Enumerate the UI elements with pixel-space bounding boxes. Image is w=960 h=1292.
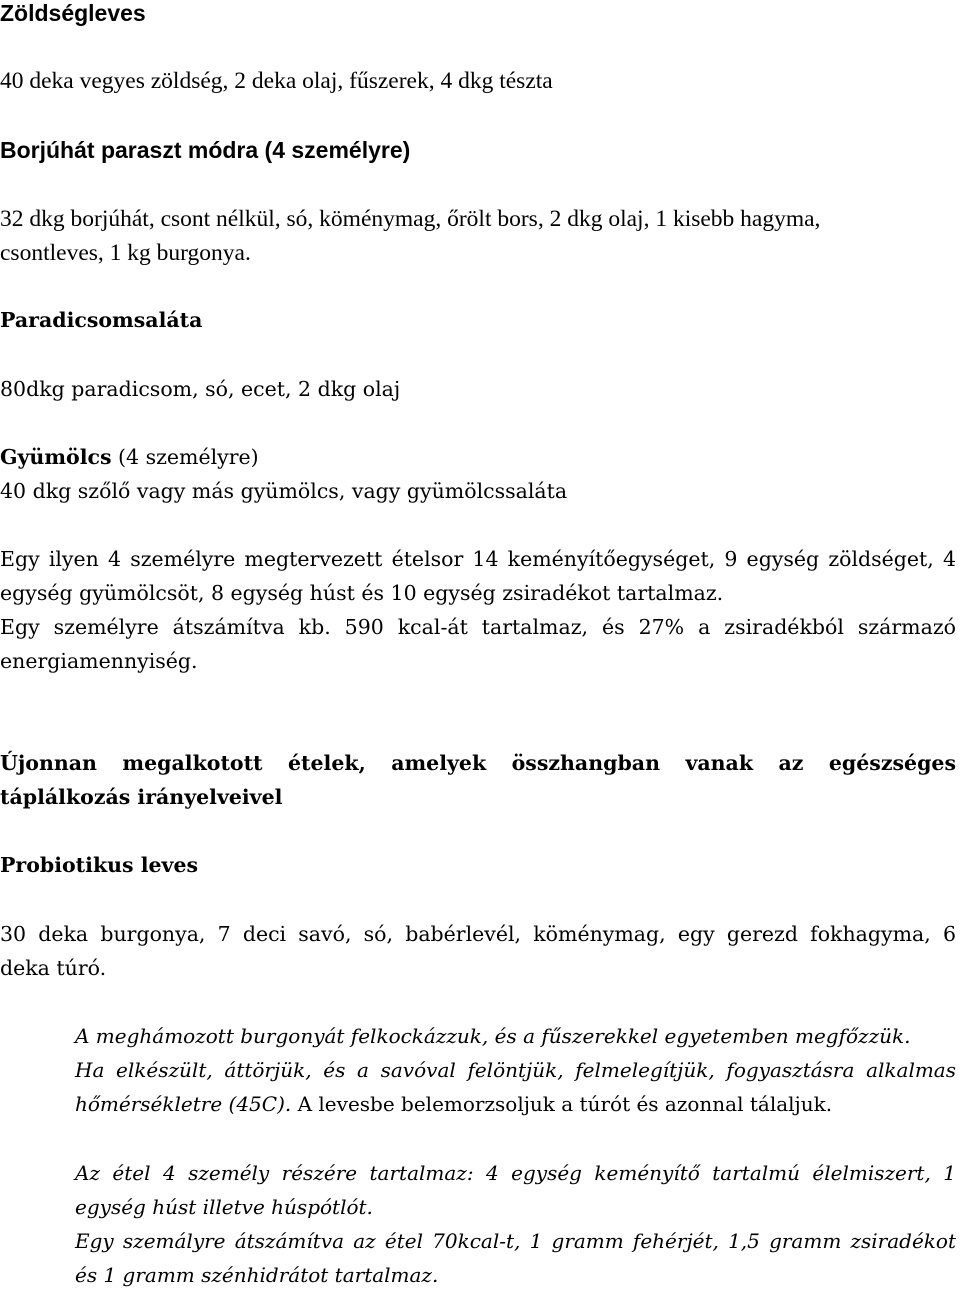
recipe-ingredients-borjuhat-line1: 32 dkg borjúhát, csont nélkül, só, köménymag, őrölt bors, 2 dkg olaj, 1 kisebb hagyma, [0, 206, 821, 232]
section-title-line1: Újonnan megalkotott ételek, amelyek összhangban vanak az egészséges [0, 751, 956, 775]
section-title-line2: táplálkozás irányelveivel [0, 785, 283, 809]
summary-line1: Egy ilyen 4 személyre megtervezett ételsor 14 keményítőegységet, 9 egység zöldséget, 4 [0, 547, 956, 571]
recipe-title-probiotikus-leves: Probiotikus leves [0, 853, 199, 877]
recipe-title-gyumolcs-rest: (4 személyre) [111, 445, 259, 469]
recipe-method-line1: A meghámozott burgonyát felkockázzuk, és a fűszerekkel egyetemben megfőzzük. [75, 1024, 911, 1048]
recipe-title-gyumolcs [0, 440, 956, 474]
recipe-ingredients-probiotikus-line1: 30 deka burgonya, 7 deci savó, só, babérlevél, köménymag, egy gerezd fokhagyma, 6 [0, 922, 956, 946]
recipe-ingredients-borjuhat-line2: csontleves, 1 kg burgonya. [0, 240, 251, 266]
recipe-method-line3 [75, 1087, 956, 1121]
recipe-title-paradicsomsalata: Paradicsomsaláta [0, 308, 203, 332]
summary-line4: energiamennyiség. [0, 649, 198, 673]
recipe-title-borjuhat: Borjúhát paraszt módra (4 személyre) [0, 137, 411, 163]
recipe-note-line1: Az étel 4 személy részére tartalmaz: 4 egység keményítő tartalmú élelmiszert, 1 [75, 1161, 956, 1185]
recipe-note-line3: Egy szemályre átszámítva az étel 70kcal-t, 1 gramm fehérjét, 1,5 gramm zsiradékot [75, 1229, 956, 1253]
recipe-ingredients-zoldsegleves: 40 deka vegyes zöldség, 2 deka olaj, fűszerek, 4 dkg tészta [0, 68, 553, 94]
recipe-method-line3-regular: A levesbe belemorzsoljuk a túrót és azonnal tálaljuk. [291, 1092, 833, 1116]
recipe-note-line4: és 1 gramm szénhidrátot tartalmaz. [75, 1263, 439, 1287]
recipe-ingredients-gyumolcs: 40 dkg szőlő vagy más gyümölcs, vagy gyümölcssaláta [0, 479, 568, 503]
recipe-method-line2: Ha elkészült, áttörjük, és a savóval felöntjük, felmelegítjük, fogyasztásra alkalmas [75, 1058, 956, 1082]
recipe-note-line2: egység húst illetve húspótlót. [75, 1195, 373, 1219]
recipe-title-zoldsegleves: Zöldségleves [0, 0, 146, 26]
recipe-method-line3-italic: hőmérsékletre (45C). [75, 1092, 292, 1116]
recipe-ingredients-paradicsomsalata: 80dkg paradicsom, só, ecet, 2 dkg olaj [0, 377, 401, 401]
summary-line2: egység gyümölcsöt, 8 egység húst és 10 egység zsiradékot tartalmaz. [0, 581, 724, 605]
recipe-title-gyumolcs-bold: Gyümölcs [0, 445, 112, 469]
summary-line3: Egy személyre átszámítva kb. 590 kcal-át tartalmaz, és 27% a zsiradékból származó [0, 615, 956, 639]
recipe-ingredients-probiotikus-line2: deka túró. [0, 956, 107, 980]
